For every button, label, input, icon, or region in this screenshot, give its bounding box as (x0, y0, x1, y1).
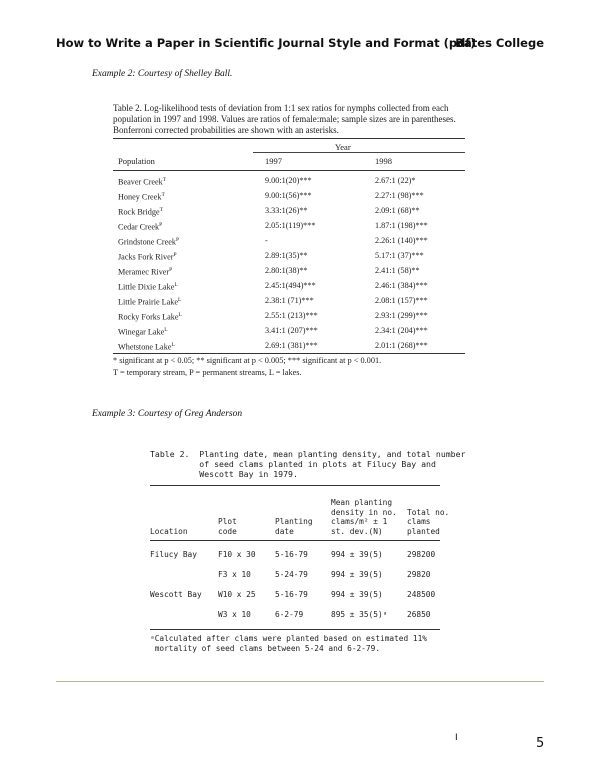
cell-1998: 1.87:1 (198)*** (375, 221, 428, 230)
cell-1998: 2.41:1 (58)** (375, 266, 420, 275)
cell-1997: 2.80:1(38)** (265, 266, 308, 275)
footer-mark: I (455, 733, 458, 743)
cell-mean-density: 994 ± 39(5) (331, 570, 383, 579)
cell-1997: - (265, 236, 268, 245)
cell-plot-code: W3 x 10 (218, 610, 251, 619)
sex-ratio-table (113, 103, 465, 378)
table-header-row (150, 486, 450, 540)
table-footnote-legend: T = temporary stream, P = permanent streams, L = lakes. (113, 368, 302, 377)
cell-1998: 2.27:1 (98)*** (375, 191, 424, 200)
population-name: Winegar Lake (118, 327, 165, 337)
cell-planting-date: 5-16-79 (275, 550, 308, 559)
table-row (150, 585, 440, 605)
population-name: Rock Bridge (118, 207, 160, 217)
table-caption: Table 2. Planting date, mean planting density, and total number of seed clams planted in plots at Filucy Bay and Wescott Bay in 1979. (150, 449, 466, 479)
cell-plot-code: F10 x 30 (218, 550, 256, 559)
table-row (113, 203, 465, 218)
table-row (113, 173, 465, 188)
column-header-location: Location (150, 526, 188, 536)
column-header-population: Population (118, 156, 155, 166)
cell-1998: 5.17:1 (37)*** (375, 251, 424, 260)
cell-1997: 2.05:1(119)*** (265, 221, 316, 230)
cell-1997: 3.41:1 (207)*** (265, 326, 318, 335)
population-name: Little Prairie Lake (118, 297, 179, 307)
population-name: Honey Creek (118, 192, 162, 202)
cell-mean-density: 994 ± 39(5) (331, 550, 383, 559)
cell-total-planted: 298200 (407, 550, 436, 559)
cell-total-planted: 26850 (407, 610, 431, 619)
habitat-superscript: T (161, 192, 165, 198)
table-row (150, 605, 440, 625)
habitat-superscript: T (159, 207, 163, 213)
cell-1998: 2.67:1 (22)* (375, 176, 416, 185)
cell-1997: 2.69:1 (381)*** (265, 341, 318, 350)
table-row (113, 323, 465, 338)
cell-mean-density: 895 ± 35(5)ᵃ (331, 610, 388, 619)
population-name: Whetstone Lake (118, 342, 172, 352)
cell-1998: 2.34:1 (204)*** (375, 326, 428, 335)
table-bottom-rule (150, 629, 440, 630)
cell-1997: 2.45:1(494)*** (265, 281, 316, 290)
column-header-1998: 1998 (375, 156, 392, 166)
table-row (113, 278, 465, 293)
habitat-superscript: L (164, 327, 168, 333)
population-name: Grindstone Creek (118, 237, 176, 247)
habitat-superscript: T (162, 177, 167, 183)
cell-1997: 3.33:1(26)** (265, 206, 308, 215)
cell-1998: 2.09:1 (68)** (375, 206, 420, 215)
cell-total-planted: 29820 (407, 570, 431, 579)
table-body (150, 541, 440, 629)
document-title: How to Write a Paper in Scientific Journal Style and Format (pdf) (56, 36, 476, 50)
cell-1997: 2.89:1(35)** (265, 251, 308, 260)
example-2-label: Example 2: Courtesy of Shelley Ball. (92, 69, 233, 79)
table-caption: Table 2. Log-likelihood tests of deviation from 1:1 sex ratios for nymphs collected from each population in 1997 and 1998. Values are ratios of female:male; sample sizes are in parentheses. Bonferroni corrected probabilities are shown with an asterisks. (113, 103, 456, 135)
table-header-row (113, 153, 465, 170)
table-row (113, 263, 465, 278)
habitat-superscript: L (174, 282, 178, 288)
habitat-superscript: P (169, 267, 173, 273)
table-footnote: ᵃCalculated after clams were planted based on estimated 11% mortality of seed clams between 5-24 and 6-2-79. (150, 634, 427, 653)
page-header (56, 36, 544, 54)
cell-1997: 2.55:1 (213)*** (265, 311, 318, 320)
column-header-mean: Mean planting density in no. clams/m² ± 1 st. dev.(N) (331, 498, 397, 536)
population-name: Beaver Creek (118, 177, 163, 187)
table-row (113, 338, 465, 353)
cell-1998: 2.26:1 (140)*** (375, 236, 428, 245)
cell-mean-density: 994 ± 39(5) (331, 590, 383, 599)
cell-planting-date: 5-24-79 (275, 570, 308, 579)
footer-rule (56, 681, 544, 682)
cell-1998: 2.93:1 (299)*** (375, 311, 428, 320)
habitat-superscript: L (178, 312, 182, 318)
cell-planting-date: 6-2-79 (275, 610, 304, 619)
page-number: 5 (536, 736, 545, 751)
cell-1998: 2.46:1 (384)*** (375, 281, 428, 290)
cell-1997: 2.38:1 (71)*** (265, 296, 314, 305)
column-header-1997: 1997 (265, 156, 282, 166)
habitat-superscript: L (171, 342, 175, 348)
planting-table (150, 449, 466, 654)
column-header-date: Planting date (275, 517, 313, 536)
cell-location: Wescott Bay (150, 590, 202, 599)
table-body (113, 171, 465, 353)
population-name: Rocky Forks Lake (118, 312, 179, 322)
table-footnote: * significant at p < 0.05; ** significant at p < 0.005; *** significant at p < 0.001. (113, 356, 382, 365)
habitat-superscript: P (173, 252, 177, 258)
population-name: Jacks Fork River (118, 252, 174, 262)
cell-plot-code: F3 x 10 (218, 570, 251, 579)
population-name: Cedar Creek (118, 222, 160, 232)
cell-total-planted: 248500 (407, 590, 436, 599)
cell-1997: 9.00:1(56)*** (265, 191, 312, 200)
table-row (113, 293, 465, 308)
population-name: Meramec River (118, 267, 170, 277)
habitat-superscript: L (178, 297, 182, 303)
cell-population (118, 338, 175, 355)
cell-1997: 9.00:1(20)*** (265, 176, 312, 185)
cell-1998: 2.08:1 (157)*** (375, 296, 428, 305)
population-name: Little Dixie Lake (118, 282, 175, 292)
column-header-plot: Plot code (218, 517, 237, 536)
table-row (113, 308, 465, 323)
table-row (113, 188, 465, 203)
table-row (150, 545, 440, 565)
institution-name: Bates College (455, 36, 544, 50)
habitat-superscript: P (159, 222, 163, 228)
cell-plot-code: W10 x 25 (218, 590, 256, 599)
column-header-total: Total no. clams planted (407, 507, 450, 536)
cell-location: Filucy Bay (150, 550, 197, 559)
example-3-label: Example 3: Courtesy of Greg Anderson (92, 409, 243, 419)
table-row (113, 233, 465, 248)
table-row (150, 565, 440, 585)
cell-planting-date: 5-16-79 (275, 590, 308, 599)
year-group-header: Year (335, 142, 351, 152)
table-row (113, 218, 465, 233)
cell-1998: 2.01:1 (268)*** (375, 341, 428, 350)
habitat-superscript: P (175, 237, 180, 243)
table-row (113, 248, 465, 263)
